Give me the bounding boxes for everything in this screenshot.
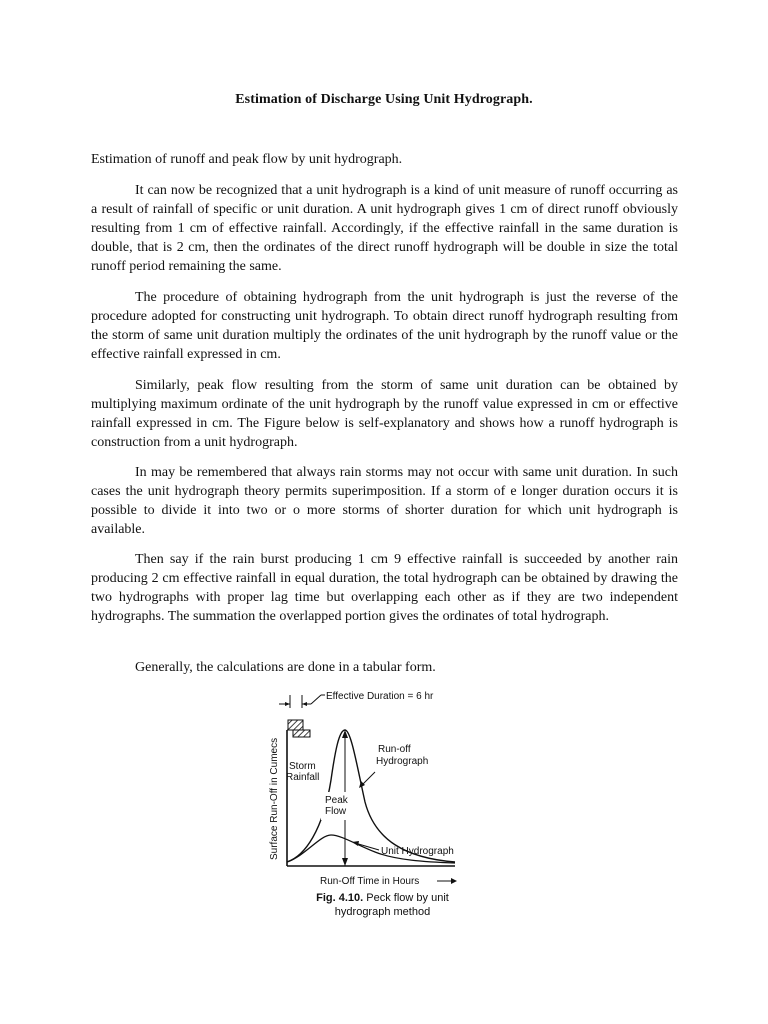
peak-flow-arrow-down <box>342 858 348 866</box>
x-axis-label: Run-Off Time in Hours <box>320 876 420 887</box>
storm-label: Storm <box>289 761 316 772</box>
storm-rainfall-bar-lower <box>293 730 310 737</box>
hydrograph-diagram <box>265 690 515 890</box>
x-axis-direction-arrow <box>451 878 457 884</box>
runoff-label: Run-off <box>378 744 411 755</box>
document-title: Estimation of Discharge Using Unit Hydrograph. <box>235 92 533 107</box>
paragraph-4: In may be remembered that always rain storms may not occur with same unit duration. In such cases the unit hydrograph theory permits superimposition. If a storm of e longer duration occurs it is possible to divide it into two or o more storms of shorter duration for which unit hydrograph is available. <box>91 465 678 537</box>
paragraph-2: The procedure of obtaining hydrograph from the unit hydrograph is just the reverse of the procedure adopted for constructing unit hydrograph. To obtain direct runoff hydrograph resulting from the storm of same unit duration multiply the ordinates of the unit hydrograph by the runoff value or the effective rainfall expressed in cm. <box>91 290 678 362</box>
paragraph-5: Then say if the rain burst producing 1 cm 9 effective rainfall is succeeded by another rain producing 2 cm effective rainfall in equal duration, the total hydrograph can be obtained by drawing the two hydrographs with proper lag time but overlapping each other as if they are two independent hydrographs. The summation the overlapped portion gives the ordinates of total hydrograph. <box>91 552 678 624</box>
y-axis-label: Surface Run-Off in Cumecs <box>269 737 280 860</box>
runoff-hydrograph-curve <box>287 730 455 862</box>
caption-text-line1: Peck flow by unit <box>366 892 449 904</box>
hydrograph-label: Hydrograph <box>376 756 429 767</box>
paragraph-3: Similarly, peak flow resulting from the storm of same unit duration can be obtained by multiplying maximum ordinate of the unit hydrograph by the runoff value expressed in cm or effective rainfall expressed in cm. The Figure below is self-explanatory and shows how a runoff hydrograph is construction from a unit hydrograph. <box>91 378 678 450</box>
unit-hydrograph-label: Unit Hydrograph <box>381 846 454 857</box>
flow-label: Flow <box>325 806 347 817</box>
paragraph-1: It can now be recognized that a unit hydrograph is a kind of unit measure of runoff occurring as a result of rainfall of specific or unit duration. A unit hydrograph gives 1 cm of direct runoff obviously resulting from 1 cm of effective rainfall. Accordingly, if the effective rainfall in the same duration is double, that is 2 cm, then the ordinates of the direct runoff hydrograph will be double in size the total runoff period remaining the same. <box>91 183 678 274</box>
caption-number: Fig. 4.10. <box>316 892 364 904</box>
duration-arrow-left <box>285 702 290 706</box>
storm-rainfall-bar <box>288 720 303 730</box>
effective-duration-label: Effective Duration = 6 hr <box>326 691 434 702</box>
section-heading: Estimation of runoff and peak flow by unit hydrograph. <box>91 152 403 167</box>
caption-text-line2: hydrograph method <box>334 906 431 918</box>
rainfall-label: Rainfall <box>286 772 320 783</box>
peak-label: Peak <box>325 795 348 806</box>
paragraph-6: Generally, the calculations are done in a tabular form. <box>135 660 436 675</box>
figure-caption <box>265 891 500 919</box>
duration-arrow-right <box>302 702 307 706</box>
